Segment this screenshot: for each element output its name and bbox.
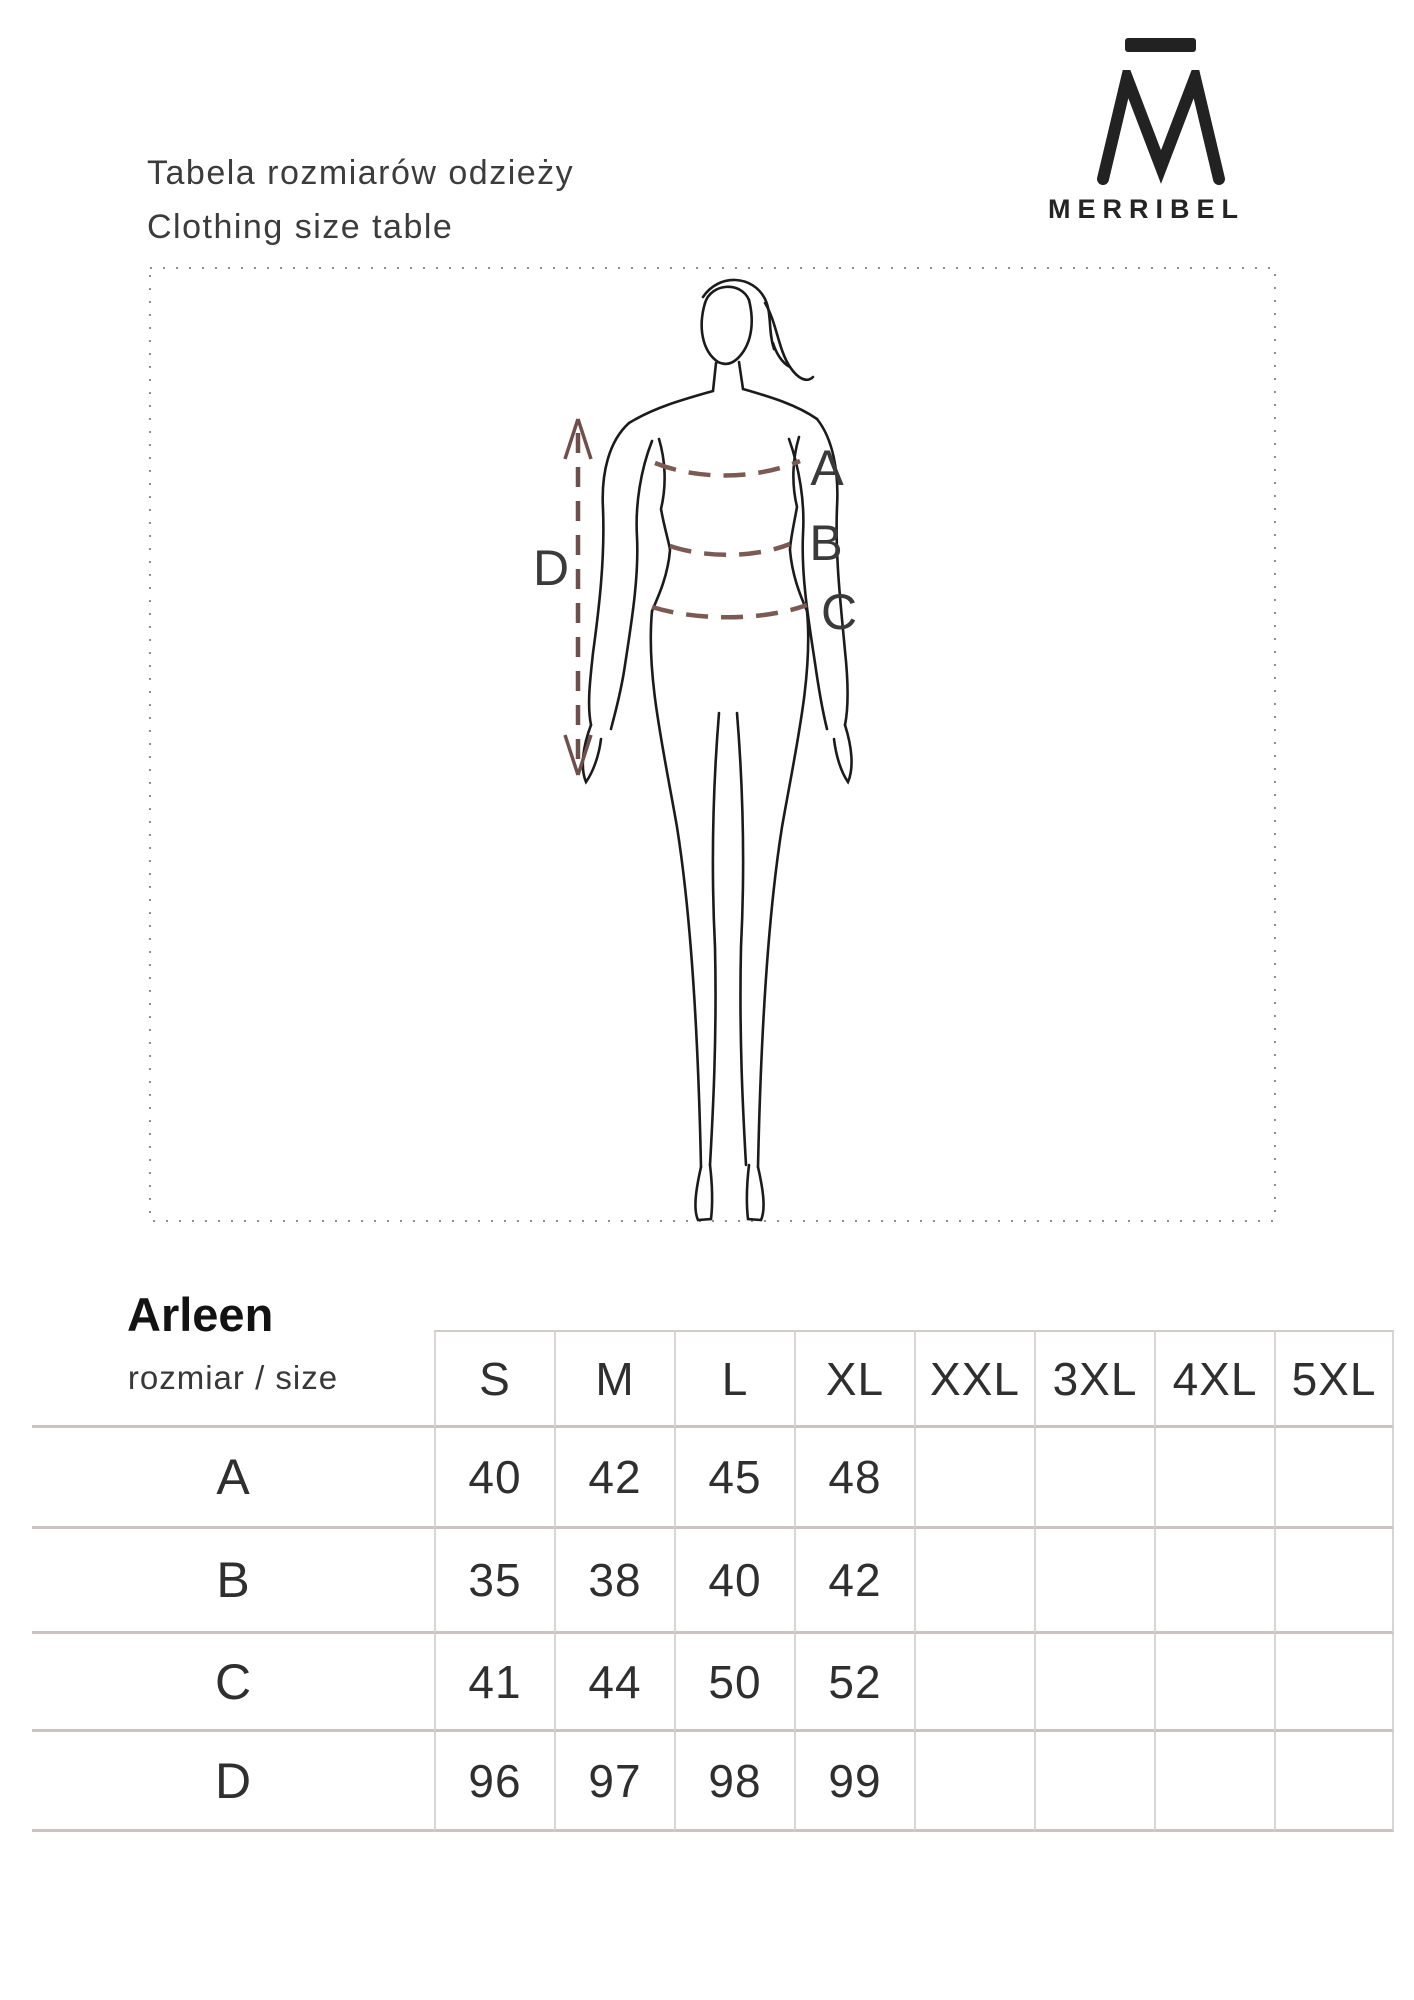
hip-line: [652, 605, 807, 617]
waist-line: [670, 544, 790, 555]
body-sketch-icon: [583, 280, 852, 1220]
product-name: Arleen: [127, 1288, 274, 1341]
bust-label: A: [810, 440, 844, 496]
col-header-L: L: [674, 1330, 794, 1428]
cell-A-M: 42: [554, 1428, 674, 1529]
cell-B-XXL: [914, 1529, 1034, 1634]
col-header-XXL: XXL: [914, 1330, 1034, 1428]
corner-label: rozmiar / size: [32, 1330, 434, 1428]
col-header-S: S: [434, 1330, 554, 1428]
cell-C-M: 44: [554, 1634, 674, 1732]
cell-B-3XL: [1034, 1529, 1154, 1634]
cell-C-S: 41: [434, 1634, 554, 1732]
cell-D-5XL: [1274, 1732, 1394, 1832]
row-label-C: C: [32, 1634, 434, 1732]
measurement-figure: [149, 267, 1276, 1222]
brand-logo-bar: [1125, 38, 1196, 52]
cell-A-XL: 48: [794, 1428, 914, 1529]
page-title-line1: Tabela rozmiarów odzieży: [147, 154, 575, 192]
cell-A-4XL: [1154, 1428, 1274, 1529]
cell-D-4XL: [1154, 1732, 1274, 1832]
col-header-XL: XL: [794, 1330, 914, 1428]
cell-C-XXL: [914, 1634, 1034, 1732]
cell-C-XL: 52: [794, 1634, 914, 1732]
cell-A-5XL: [1274, 1428, 1394, 1529]
measurement-dash-lines: [652, 461, 807, 617]
cell-C-L: 50: [674, 1634, 794, 1732]
cell-B-M: 38: [554, 1529, 674, 1634]
row-label-D: D: [32, 1732, 434, 1832]
height-label: D: [532, 540, 570, 596]
row-label-B: B: [32, 1529, 434, 1634]
cell-C-4XL: [1154, 1634, 1274, 1732]
cell-B-5XL: [1274, 1529, 1394, 1634]
brand-monogram-m-icon: [1096, 70, 1226, 185]
cell-B-L: 40: [674, 1529, 794, 1634]
col-header-4XL: 4XL: [1154, 1330, 1274, 1428]
cell-D-3XL: [1034, 1732, 1154, 1832]
height-arrow: [565, 419, 591, 775]
cell-D-L: 98: [674, 1732, 794, 1832]
page-title-line2: Clothing size table: [147, 208, 454, 246]
cell-B-XL: 42: [794, 1529, 914, 1634]
cell-C-3XL: [1034, 1634, 1154, 1732]
cell-A-L: 45: [674, 1428, 794, 1529]
cell-A-3XL: [1034, 1428, 1154, 1529]
waist-label: B: [809, 515, 843, 571]
cell-C-5XL: [1274, 1634, 1394, 1732]
page-title: [147, 146, 574, 254]
cell-D-XXL: [914, 1732, 1034, 1832]
col-header-M: M: [554, 1330, 674, 1428]
brand-name: MERRIBEL: [1048, 194, 1245, 224]
cell-B-4XL: [1154, 1529, 1274, 1634]
cell-B-S: 35: [434, 1529, 554, 1634]
dotted-border: [150, 268, 1275, 1221]
row-label-A: A: [32, 1428, 434, 1529]
col-header-3XL: 3XL: [1034, 1330, 1154, 1428]
cell-D-XL: 99: [794, 1732, 914, 1832]
cell-A-S: 40: [434, 1428, 554, 1529]
col-header-5XL: 5XL: [1274, 1330, 1394, 1428]
bust-line: [655, 461, 800, 476]
size-table: [32, 1330, 1394, 1832]
cell-D-S: 96: [434, 1732, 554, 1832]
hip-label: C: [820, 584, 858, 640]
cell-D-M: 97: [554, 1732, 674, 1832]
cell-A-XXL: [914, 1428, 1034, 1529]
